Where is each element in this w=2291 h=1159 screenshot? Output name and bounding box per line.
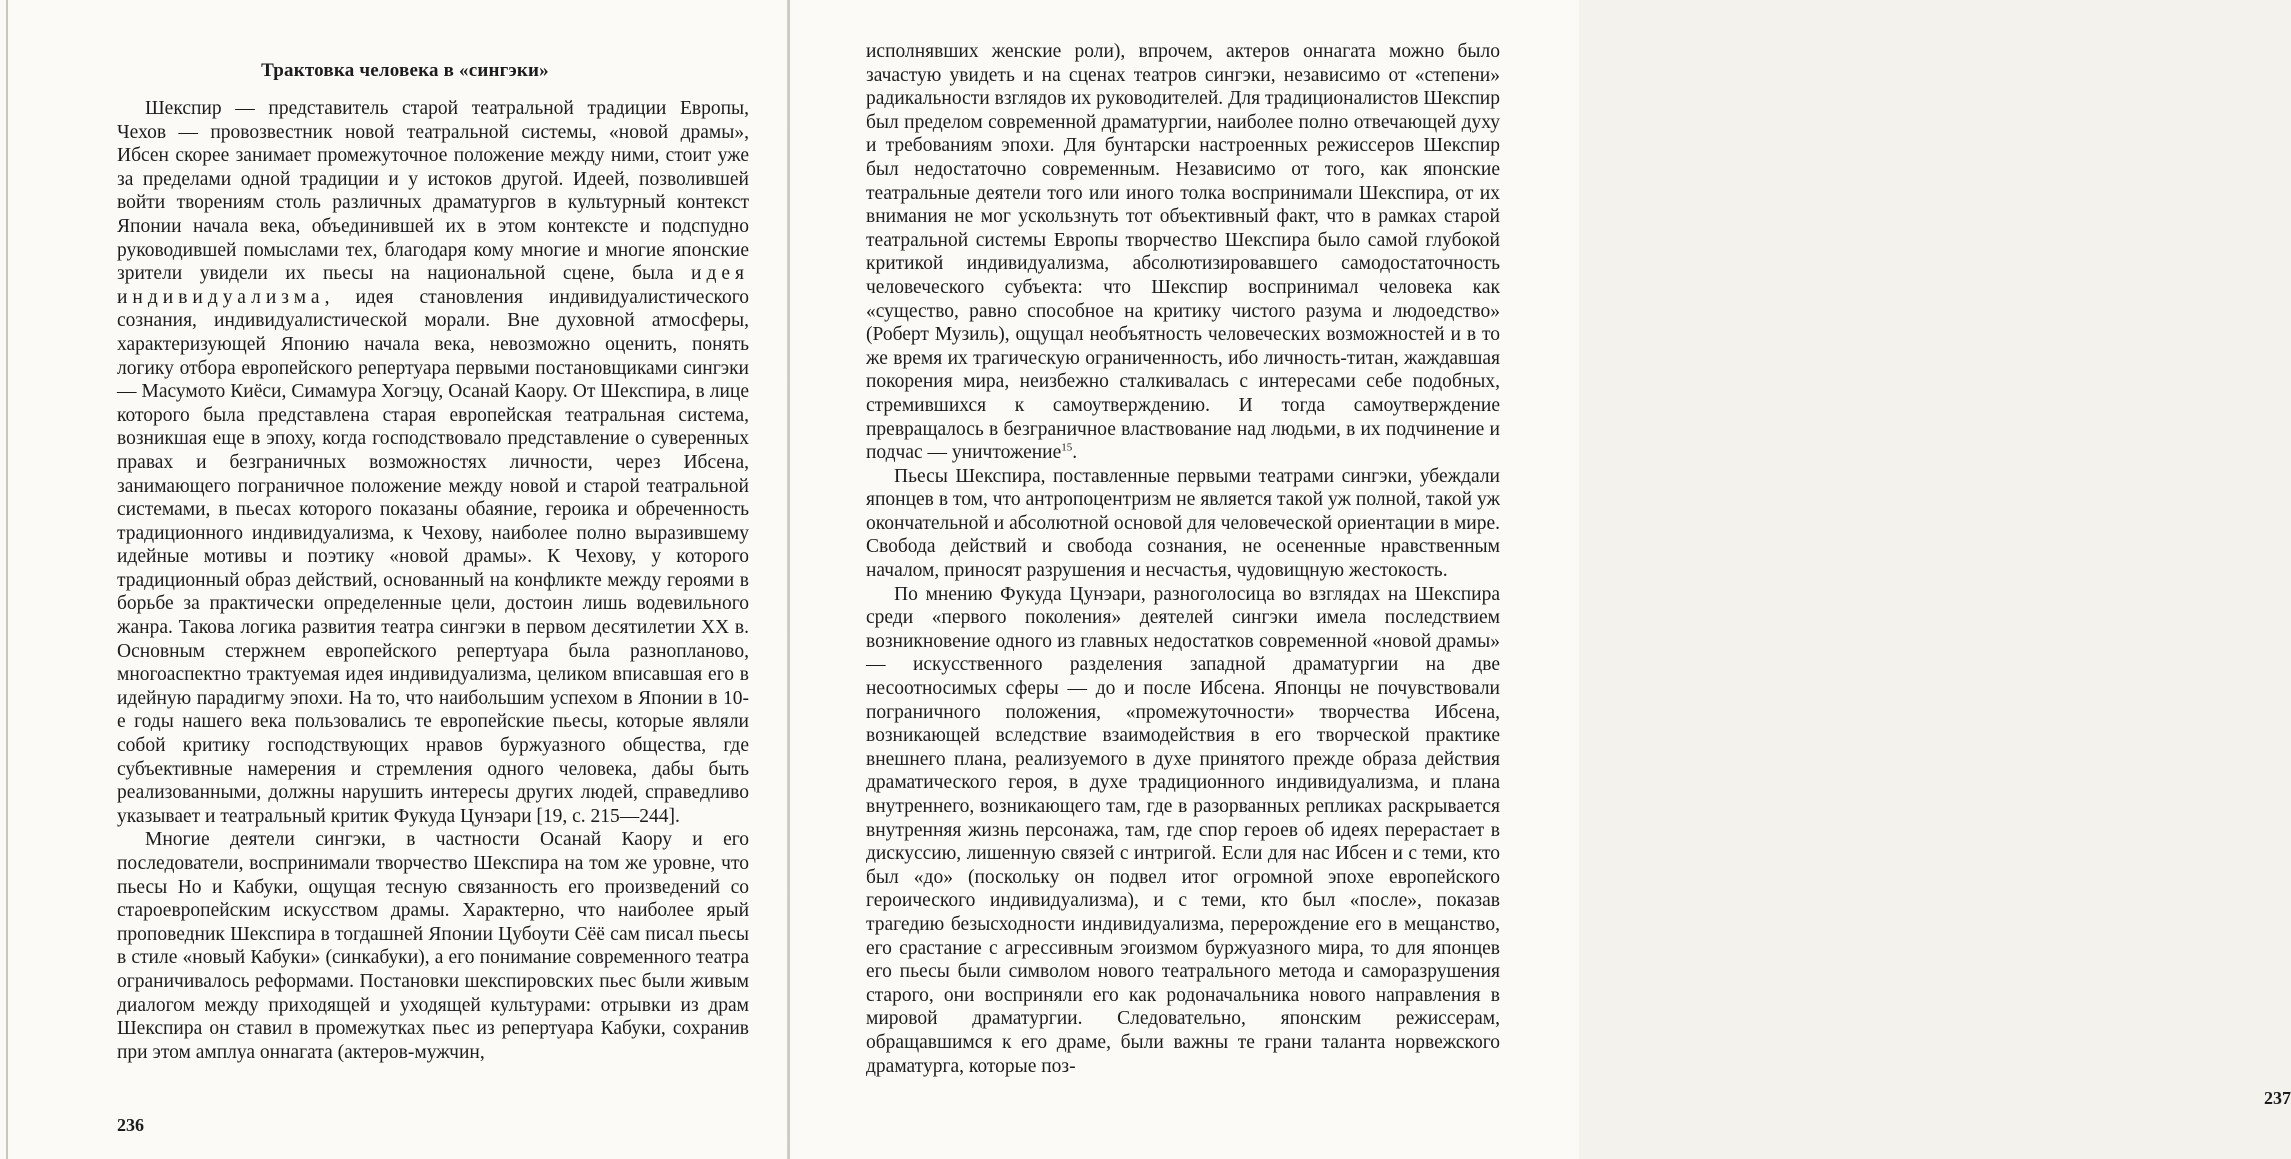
page-edge-mark xyxy=(6,0,8,1159)
left-text-column xyxy=(117,97,749,1064)
text-run: . xyxy=(1072,442,1078,464)
paragraph: По мнению Фукуда Цунэари, разноголосица во взглядах на Шекспира среди «первого поколения» деятелей сингэки имела последствием возникновение одного из главных недостатков современной «новой драмы» — искусственного разделения западной драматургии на две несоотносимых сферы — до и после Ибсена. Японцы не почувствовали пограничного положения, «промежуточности» творчества Ибсена, возникающей вследствие взаимодействия в его творческой практике внешнего плана, реализуемого в духе принятого прежде образа действия драматического героя, в духе традиционного индивидуализма, и плана внутреннего, возникающего там, где в разорванных репликах раскрывается внутренняя жизнь персонажа, там, где спор героев об идеях перерастает в дискуссию, лишенную связей с интригой. Если для нас Ибсен и с теми, кто был «до» (поскольку он подвел итог огромной эпохе европейского героического индивидуализма), и с теми, кто был «после», показав трагедию безысходности индивидуализма, перерождение его в мещанство, его срастание с агрессивным эгоизмом буржуазного мира, то для японцев его пьесы были символом нового театрального метода и саморазрушения старого, они восприняли его как родоначальника нового направления в мировой драматургии. Следовательно, японским режиссерам, обращавшимся к его драме, были важны те грани таланта норвежского драматурга, которые поз- xyxy=(866,583,1500,1077)
text-run: исполнявших женские роли), впрочем, актеров оннагата можно было зачастую увидеть и на сценах театров сингэки, независимо от «степени» радикальности взглядов их руководителей. Для традиционалистов Шекспир был пределом современной драматургии, наиболее полно отвечающей духу и требованиям эпохи. Для бунтарски настроенных режиссеров Шекспир был недостаточно современным. Независимо от того, как японские театральные деятели того или иного толка воспринимали Шекспира, от их внимания не мог ускользнуть тот объективный факт, что в рамках старой театральной системы Европы творчество Шекспира было самой глубокой критикой индивидуализма, абсолютизировавшего самодостаточность человеческого субъекта: что Шекспир воспринимал человека как «существо, равно способное на критику чистого разума и людоедство» (Роберт Музиль), ощущал необъятность человеческих возможностей и в то же время их трагическую ограниченность, ибо личность-титан, жаждавшая покорения мира, неизбежно сталкивалась с интересами себе подобных, стремившихся к самоутверждению. И тогда самоутверждение превращалось в безграничное властвование над людьми, в их подчинение и подчас — уничтожение xyxy=(866,41,1500,464)
section-heading: Трактовка человека в «сингэки» xyxy=(261,60,549,81)
text-run: , идея становления индивидуалистического сознания, индивидуалистической морали. Вне духовной атмосферы, характеризующей Японию начала века, невозможно оценить, понять логику отбора европейского репертуара первыми постановщиками сингэки — Масумото Киёси, Симамура Хогэцу, Осанай Каору. От Шекспира, в лице которого была представлена старая европейская театральная система, возникшая еще в эпоху, когда господствовало представление о суверенных правах и безграничных возможностях личности, через Ибсена, занимающего пограничное положение между новой и старой театральной системами, в пьесах которого показаны обаяние, героика и обреченность традиционного индивидуализма, к Чехову, наиболее полно выразившему идейные мотивы и поэтику «новой драмы». К Чехову, у которого традиционный образ действий, основанный на конфликте между героями в борьбе за практически определенные цели, достоин лишь водевильного жанра. Такова логика развития театра сингэки в первом десятилетии XX в. Основным стержнем европейского репертуара была разнопланово, многоаспектно трактуемая идея индивидуализма, целиком вписавшая его в идейную парадигму эпохи. На то, что наибольшим успехом в Японии в 10-е годы нашего века пользовались те европейские пьесы, которые являли собой критику господствующих нравов буржуазного общества, где субъективные намерения и стремления одного человека, дабы быть реализованными, должны нарушить интересы других людей, справедливо указывает и театральный критик Фукуда Цунэари [19, с. 215—244]. xyxy=(117,286,749,827)
continued-paragraph xyxy=(866,40,1500,465)
paragraph: Многие деятели сингэки, в частности Осанай Каору и его последователи, воспринимали творчество Шекспира на том же уровне, что пьесы Но и Кабуки, ощущая тесную связанность его произведений со староевропейским искусством драмы. Характерно, что наиболее ярый проповедник Шекспира в тогдашней Японии Цубоути Сёё сам писал пьесы в стиле «новый Кабуки» (синкабуки), а его понимание современного театра ограничивалось реформами. Постановки шекспировских пьес были живым диалогом между приходящей и уходящей культурами: отрывки из драм Шекспира он ставил в промежутках пьес из репертуара Кабуки, сохранив при этом амплуа оннагата (актеров-мужчин, xyxy=(117,829,749,1063)
paragraph: Пьесы Шекспира, поставленные первыми театрами сингэки, убеждали японцев в том, что антропоцентризм не является такой уж полной, такой уж окончательной и абсолютной основой для человеческой ориентации в мире. Свобода действий и свобода сознания, не осененные нравственным началом, приносят разрушения и несчастья, чудовищную жестокость. xyxy=(866,465,1500,582)
left-page xyxy=(0,0,789,1159)
page-number: 236 xyxy=(117,1115,144,1135)
footnote-reference: 15 xyxy=(1061,441,1073,454)
right-text-column xyxy=(866,40,1500,1078)
text-run: Шекспир — представитель старой театральной традиции Европы, Чехов — провозвестник новой театральной системы, «новой драмы», Ибсен скорее занимает промежуточное положение между ними, стоит уже за пределами одной традиции и у истоков другой. Идеей, позволившей войти творениям столь различных драматургов в культурный контекст Японии начала века, объединившей их в этом контексте и подспудно руководившей помыслами тех, благодаря кому многие и многие японские зрители увидели их пьесы на национальной сцене, была xyxy=(117,98,749,285)
spaced-emphasis: идея индивидуализма xyxy=(117,263,749,308)
paragraph xyxy=(117,97,749,828)
page-number: 237 xyxy=(2264,1088,2291,1108)
